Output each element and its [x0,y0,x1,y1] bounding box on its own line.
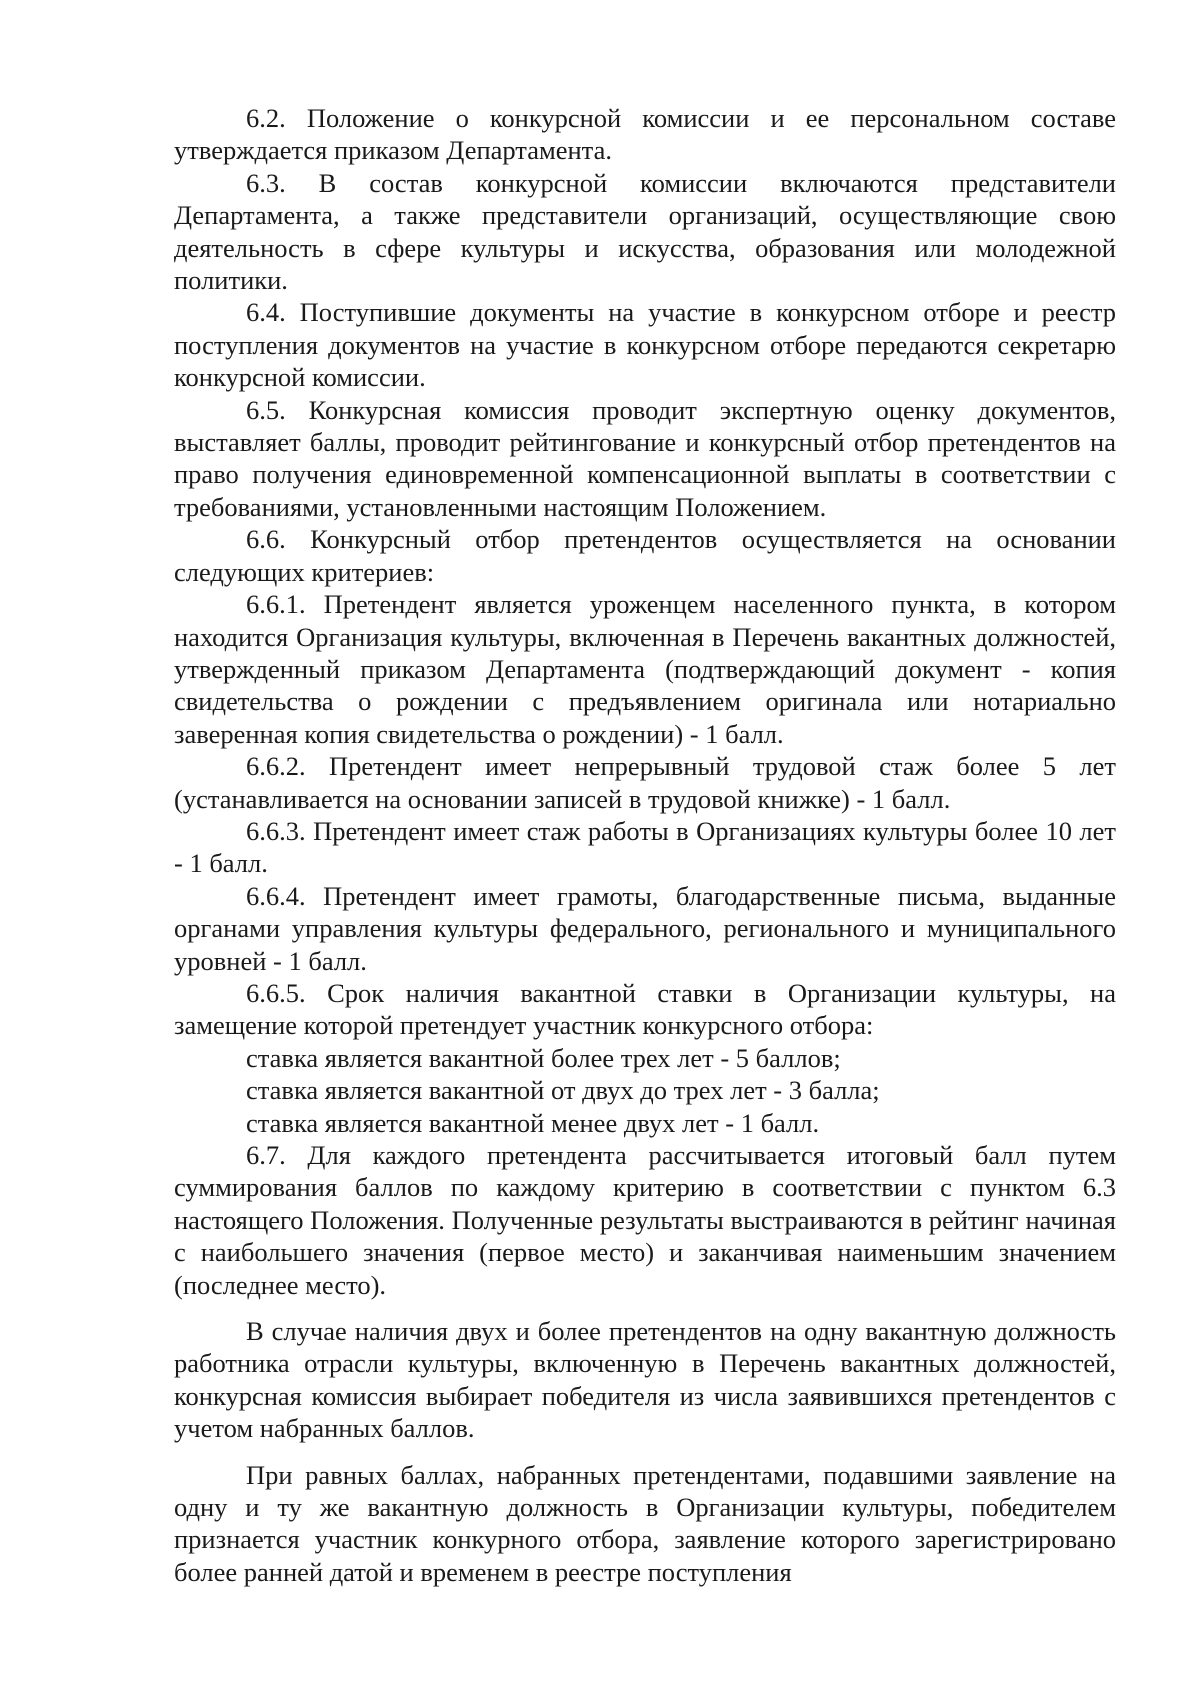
paragraph-6-6-4: 6.6.4. Претендент имеет грамоты, благодарственные письма, выданные органами управления культуры федерального, регионального и муниципального уровней - 1 балл. [174,880,1116,976]
paragraph-6-6-2: 6.6.2. Претендент имеет непрерывный трудовой стаж более 5 лет (устанавливается на основании записей в трудовой книжке) - 1 балл. [174,751,1116,814]
document-body [174,102,1116,1588]
paragraph-6-6: 6.6. Конкурсный отбор претендентов осуществляется на основании следующих критериев: [174,524,1116,587]
paragraph-6-3: 6.3. В состав конкурсной комиссии включаются представители Департамента, а также представители организаций, осуществляющие свою деятельность в сфере культуры и искусства, образования или молодежной политики. [174,167,1116,296]
paragraph-6-4: 6.4. Поступившие документы на участие в конкурсном отборе и реестр поступления документов на участие в конкурсном отборе передаются секретарю конкурсной комиссии. [174,297,1116,393]
list-item-rate-over-three-years: ставка является вакантной более трех лет - 5 баллов; [246,1042,841,1073]
paragraph-6-6-5: 6.6.5. Срок наличия вакантной ставки в Организации культуры, на замещение которой претендует участник конкурсного отбора: [174,977,1116,1041]
list-item-rate-two-to-three-years: ставка является вакантной от двух до трех лет - 3 балла; [246,1075,880,1106]
paragraph-6-7: 6.7. Для каждого претендента рассчитывается итоговый балл путем суммирования баллов по каждому критерию в соответствии с пунктом 6.3 настоящего Положения. Полученные результаты выстраиваются в рейтинг начиная с наибольшего значения (первое место) и заканчивая наименьшим значением (последнее место). [174,1140,1116,1300]
paragraph-multiple-applicants: В случае наличия двух и более претендентов на одну вакантную должность работника отрасли культуры, включенную в Перечень вакантных должностей, конкурсная комиссия выбирает победителя из числа заявившихся претендентов с учетом набранных баллов. [174,1316,1116,1444]
paragraph-6-6-1: 6.6.1. Претендент является уроженцем населенного пункта, в котором находится Организация культуры, включенная в Перечень вакантных должностей, утвержденный приказом Департамента (подтверждающий документ - копия свидетельства о рождении с предъявлением оригинала или нотариально заверенная копия свидетельства о рождении) - 1 балл. [174,589,1116,749]
list-item-rate-under-two-years: ставка является вакантной менее двух лет - 1 балл. [246,1107,820,1138]
paragraph-6-6-3: 6.6.3. Претендент имеет стаж работы в Организациях культуры более 10 лет - 1 балл. [174,815,1116,879]
paragraph-6-2: 6.2. Положение о конкурсной комиссии и ее персональном составе утверждается приказом Департамента. [174,103,1116,166]
paragraph-6-5: 6.5. Конкурсная комиссия проводит экспертную оценку документов, выставляет баллы, проводит рейтингование и конкурсный отбор претендентов на право получения единовременной компенсационной выплаты в соответствии с требованиями, установленными настоящим Положением. [174,394,1116,522]
paragraph-equal-scores: При равных баллах, набранных претендентами, подавшими заявление на одну и ту же вакантную должность в Организации культуры, победителем признается участник конкурного отбора, заявление которого зарегистрировано более ранней датой и временем в реестре поступления [174,1459,1116,1587]
